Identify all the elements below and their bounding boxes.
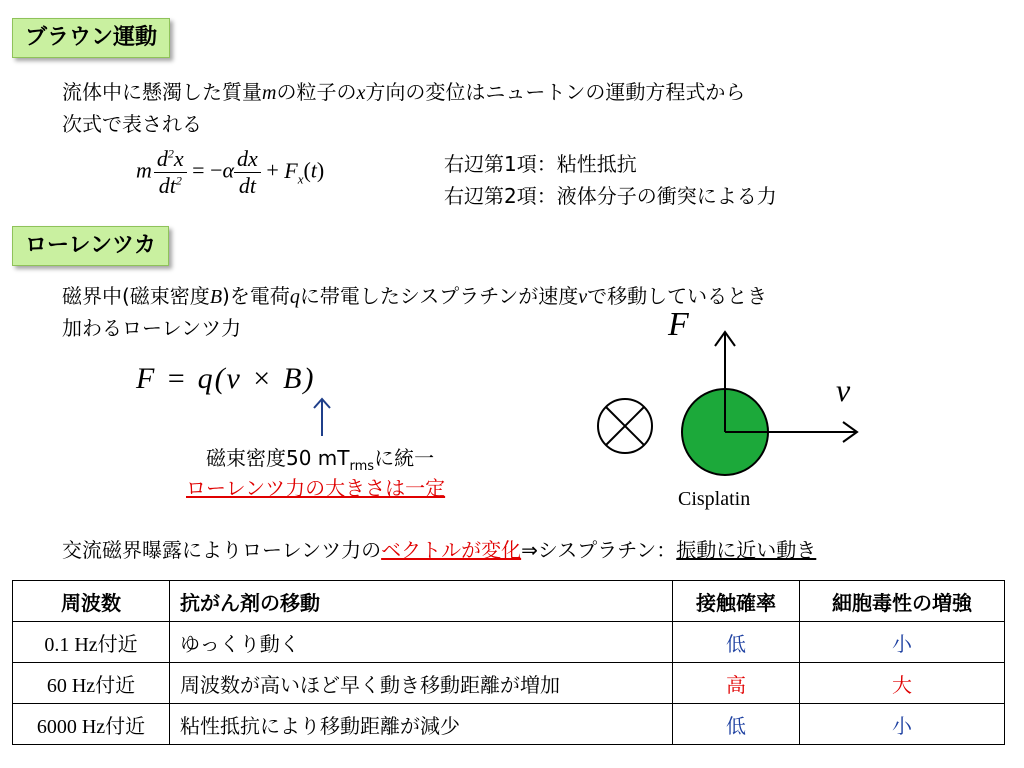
term1-label: 右辺第1項：粘性抵抗 [444, 152, 637, 176]
table-header-row [13, 581, 1005, 622]
cell-probability: 低 [673, 622, 800, 663]
frequency-effect-table [12, 580, 1005, 745]
newton-equation: m $\frac{d^2x}{dt^2}$ = −α $\frac{dx}{dt}$ + $F_x(t)$ [136, 146, 325, 198]
pointer-arrow-icon [310, 396, 334, 438]
table-row [13, 704, 1005, 745]
term2-label: 右辺第2項：液体分子の衝突による力 [444, 184, 777, 208]
cell-probability: 低 [673, 704, 800, 745]
cell-toxicity: 小 [800, 622, 1005, 663]
lorentz-formula: F = q(v × B) [136, 362, 316, 395]
lorentz-diagram [585, 318, 875, 500]
velocity-label: v [836, 372, 851, 408]
table-row [13, 622, 1005, 663]
cell-frequency: 6000 Hz付近 [13, 704, 170, 745]
section-heading-brownian: ブラウン運動 [12, 18, 170, 58]
cell-movement: 周波数が高いほど早く動き移動距離が増加 [170, 663, 673, 704]
lorentz-magnitude-note: ローレンツ力の大きさは一定 [186, 476, 446, 500]
cell-probability: 高 [673, 663, 800, 704]
cell-toxicity: 小 [800, 704, 1005, 745]
force-label: F [668, 306, 689, 343]
lorentz-description-line1: 磁界中(磁束密度B)を電荷qに帯電したシスプラチンが速度vで移動しているとき [62, 284, 768, 308]
header-cytotoxicity: 細胞毒性の増強 [800, 581, 1005, 622]
lorentz-description-line2: 加わるローレンツ力 [62, 316, 242, 340]
brownian-description-line2: 次式で表される [62, 112, 202, 136]
table-row [13, 663, 1005, 704]
cell-movement: ゆっくり動く [170, 622, 673, 663]
brownian-description-line1: 流体中に懸濁した質量mの粒子のx方向の変位はニュートンの運動方程式から [62, 80, 746, 104]
particle-label: Cisplatin [678, 488, 751, 510]
cell-toxicity: 大 [800, 663, 1005, 704]
summary-line: 交流磁界曝露によりローレンツ力のベクトルが変化⇒シスプラチン：振動に近い動き [62, 538, 817, 562]
cell-frequency: 0.1 Hz付近 [13, 622, 170, 663]
header-movement: 抗がん剤の移動 [170, 581, 673, 622]
header-contact-probability: 接触確率 [673, 581, 800, 622]
cell-frequency: 60 Hz付近 [13, 663, 170, 704]
cell-movement: 粘性抵抗により移動距離が減少 [170, 704, 673, 745]
field-into-page-icon [598, 399, 652, 453]
section-heading-lorentz: ローレンツカ [12, 226, 169, 266]
header-frequency: 周波数 [13, 581, 170, 622]
flux-density-note: 磁束密度50 $mT_{rms}$に統一 [206, 446, 435, 474]
